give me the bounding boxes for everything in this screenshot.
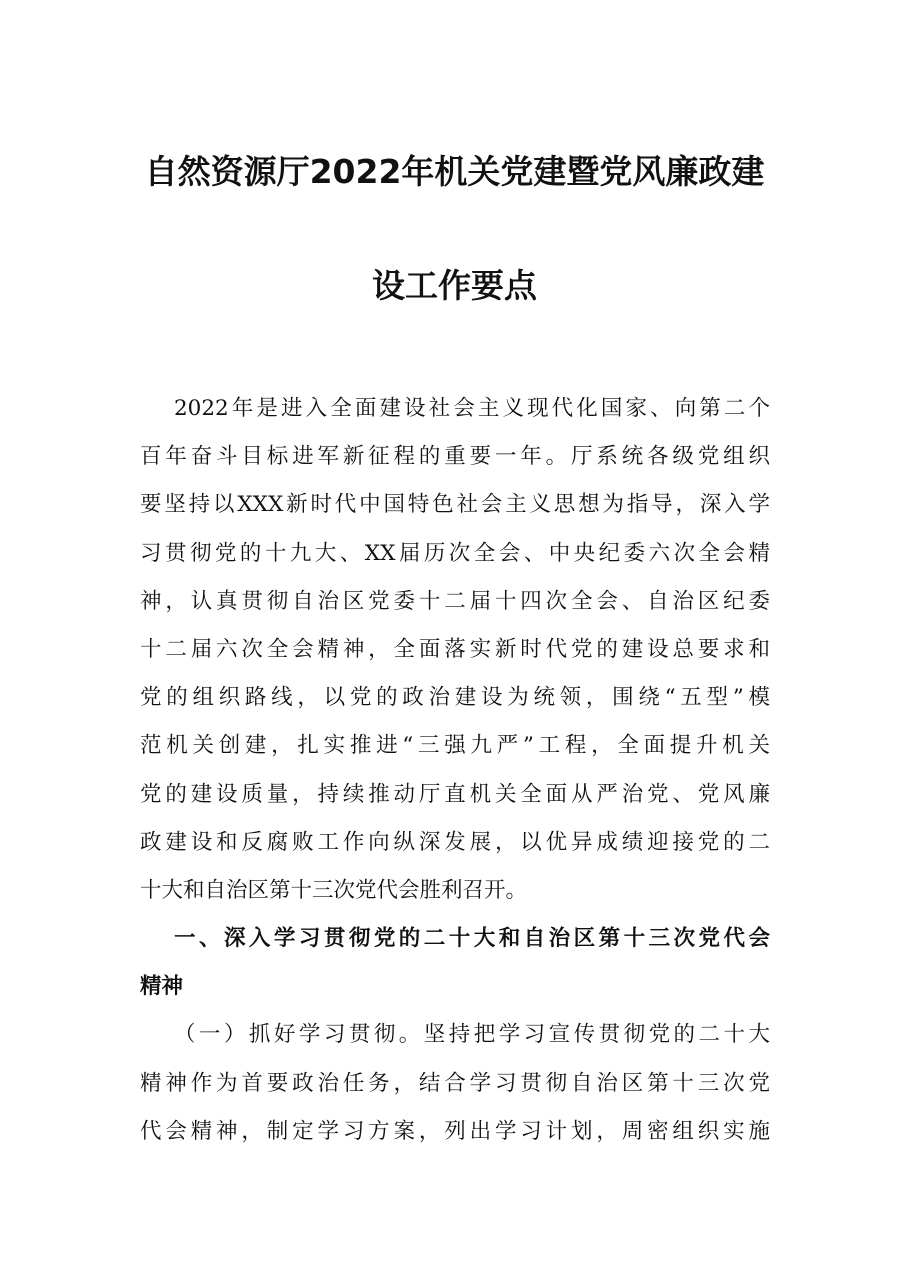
intro-paragraph-line: 政建设和反腐败工作向纵深发展，以优异成绩迎接党的二 [140,829,770,855]
intro-paragraph-line: 党的建设质量，持续推动厅直机关全面从严治党、党风廉 [140,781,770,807]
intro-paragraph-line: 党的组织路线，以党的政治建设为统领，围绕“五型”模 [140,685,770,711]
section-1-paragraph-line: （一）抓好学习贯彻。坚持把学习宣传贯彻党的二十大 [174,1022,770,1048]
intro-paragraph-line: 要坚持以XXX新时代中国特色社会主义思想为指导，深入学 [140,492,770,518]
section-1-paragraph-line: 代会精神，制定学习方案，列出学习计划，周密组织实施 [140,1118,770,1144]
section-1-heading-line: 一、深入学习贯彻党的二十大和自治区第十三次党代会 [174,926,770,952]
intro-paragraph-line: 范机关创建，扎实推进“三强九严”工程，全面提升机关 [140,733,770,759]
intro-paragraph-line: 十二届六次全会精神，全面落实新时代党的建设总要求和 [140,636,770,662]
intro-paragraph-line: 习贯彻党的十九大、XX届历次全会、中央纪委六次全会精 [140,540,770,566]
section-1-heading-line: 精神 [140,974,184,1000]
intro-paragraph-line: 十大和自治区第十三次党代会胜利召开。 [140,877,528,903]
document-title-line-2: 设工作要点 [372,266,537,305]
intro-paragraph-line: 2022年是进入全面建设社会主义现代化国家、向第二个 [174,396,770,421]
intro-paragraph-line: 百年奋斗目标进军新征程的重要一年。厅系统各级党组织 [140,444,770,470]
section-1-paragraph-line: 精神作为首要政治任务，结合学习贯彻自治区第十三次党 [140,1070,770,1096]
document-body [140,385,770,1156]
intro-paragraph-line: 神，认真贯彻自治区党委十二届十四次全会、自治区纪委 [140,588,770,614]
document-title-line-1: 自然资源厅2022年机关党建暨党风廉政建 [144,152,765,191]
